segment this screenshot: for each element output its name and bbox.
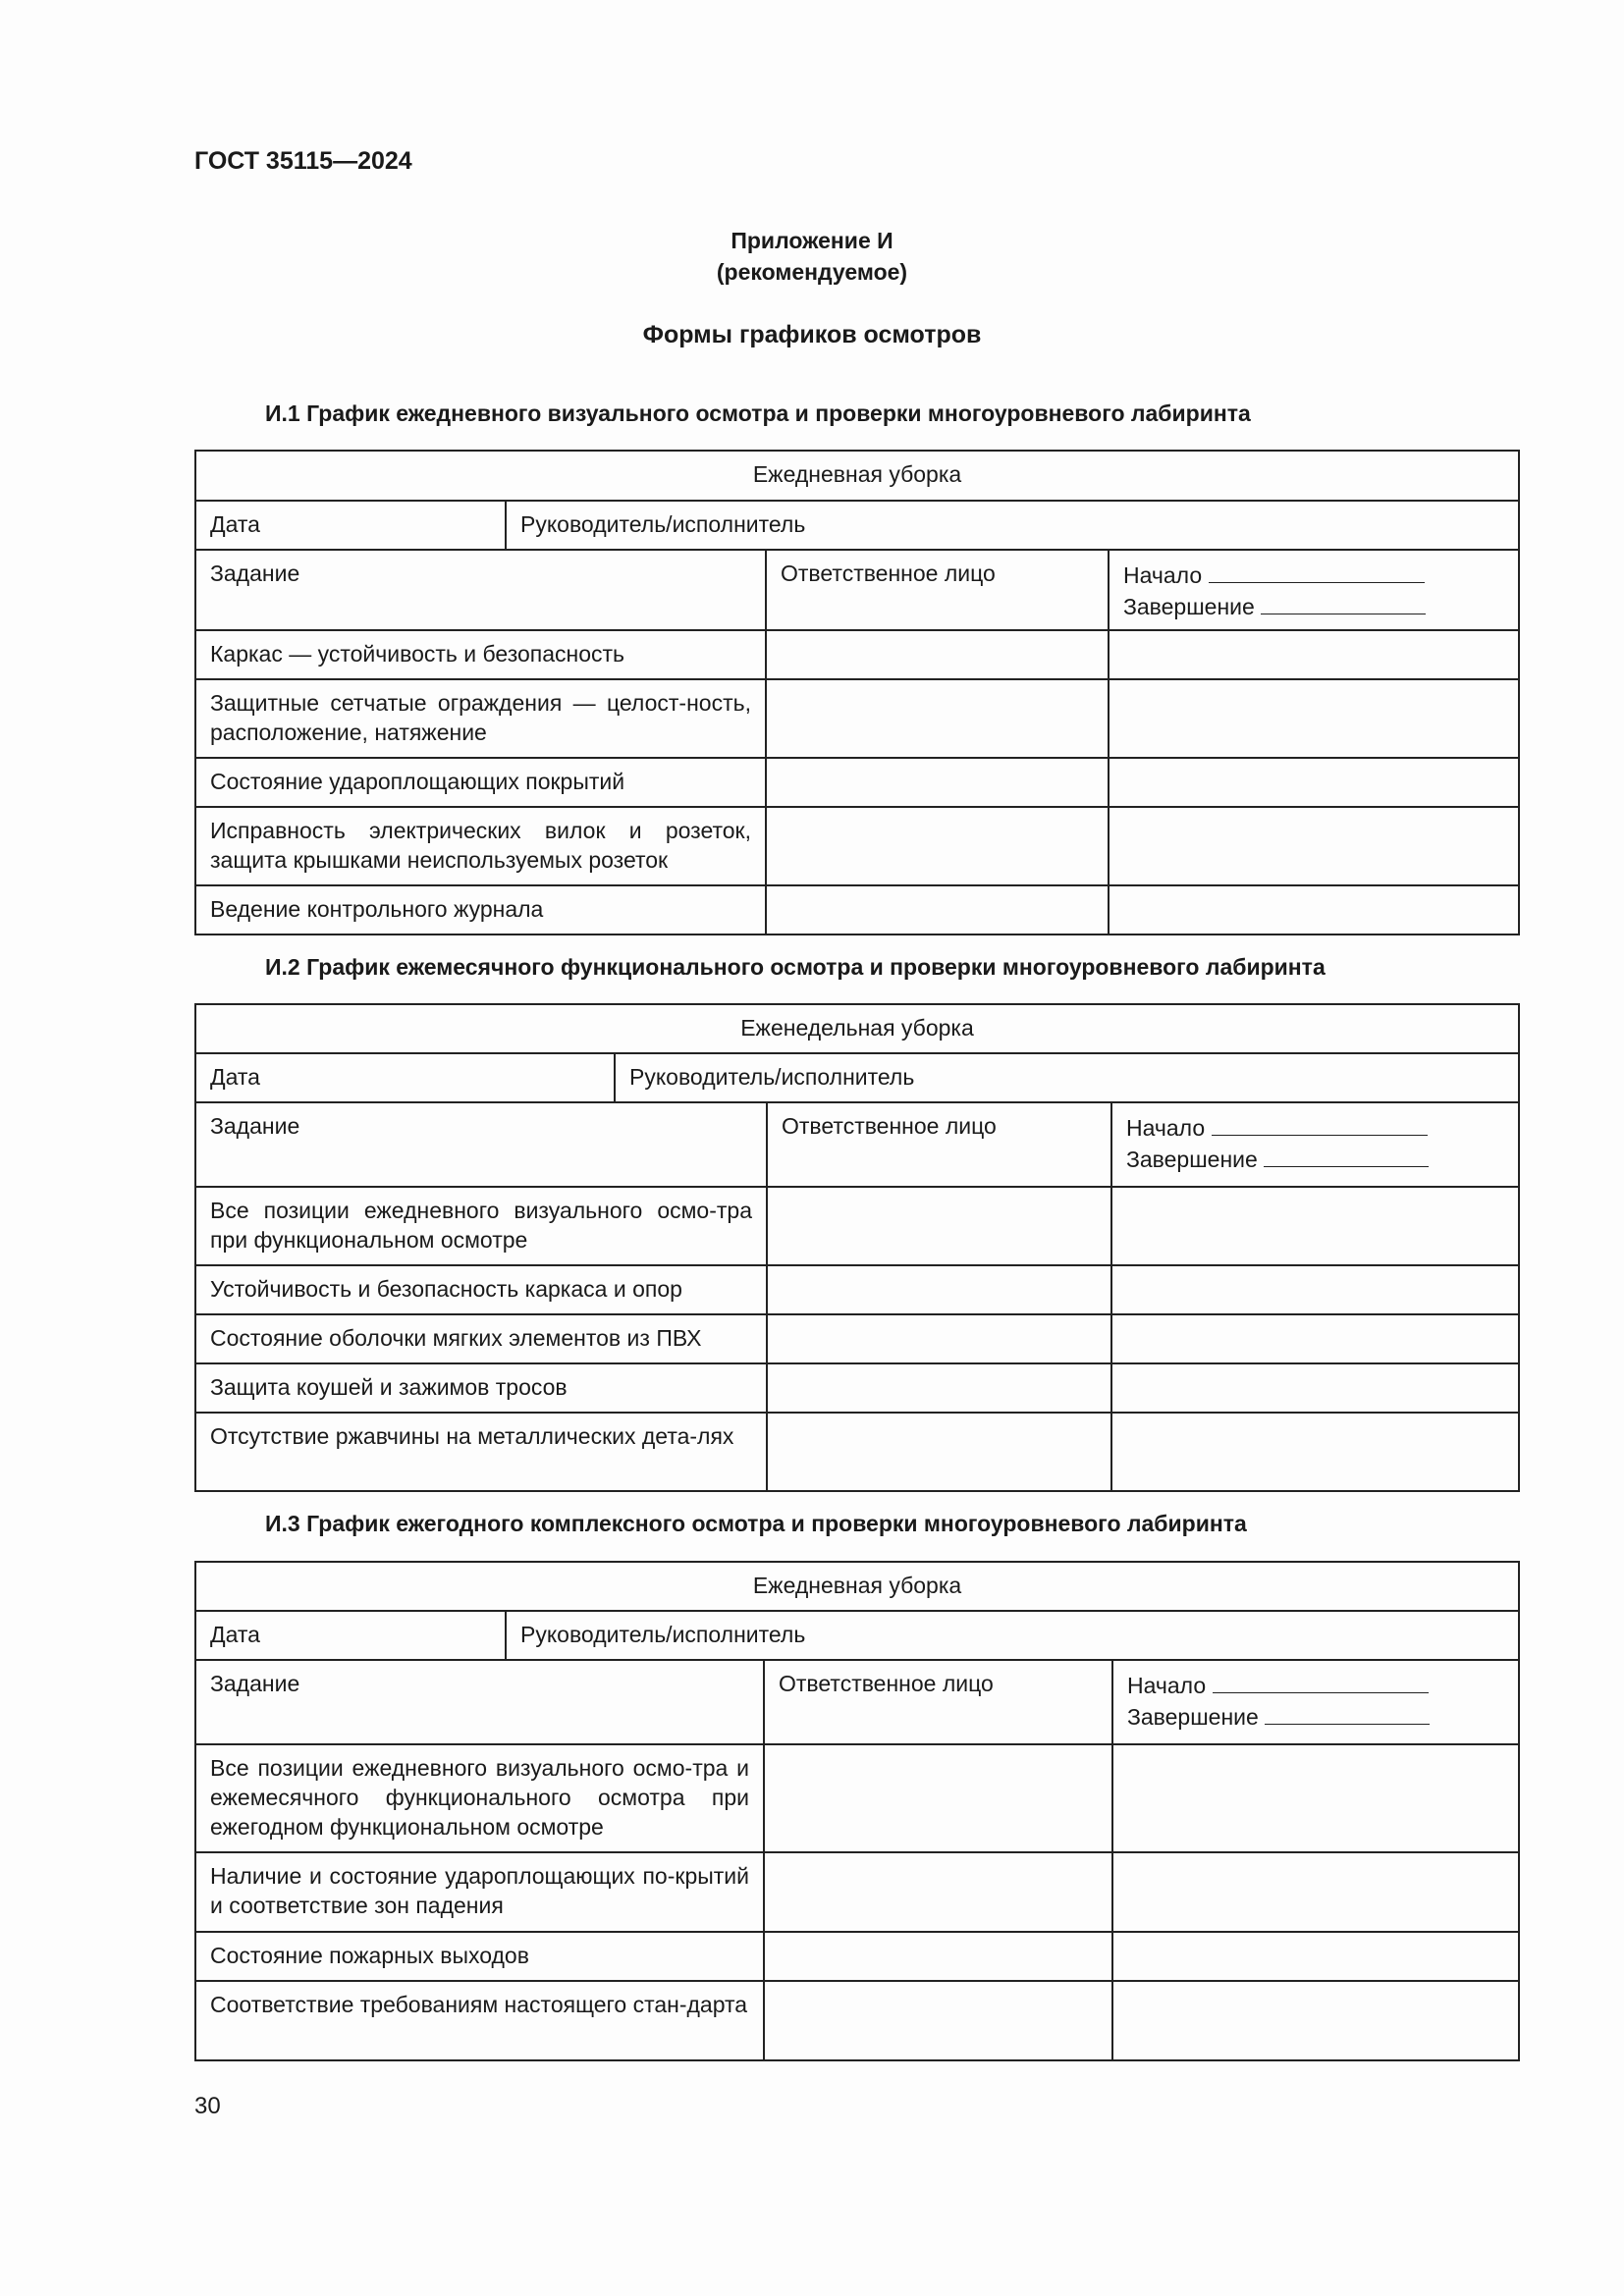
time-cell — [1112, 1981, 1519, 2060]
table-row: Каркас — устойчивость и безопасность — [195, 630, 766, 679]
time-cell — [1111, 1314, 1519, 1363]
responsible-cell — [767, 1187, 1111, 1265]
start-blank — [1213, 1669, 1429, 1693]
table-row: Состояние пожарных выходов — [195, 1932, 764, 1981]
start-end-cell — [1109, 550, 1519, 630]
responsible-cell — [764, 1932, 1112, 1981]
time-cell — [1109, 679, 1519, 758]
responsible-column-header: Ответственное лицо — [767, 1102, 1111, 1187]
start-blank — [1209, 559, 1425, 583]
responsible-cell — [766, 679, 1109, 758]
time-cell — [1109, 758, 1519, 807]
manager-label: Руководитель/исполнитель — [615, 1053, 1519, 1102]
responsible-cell — [766, 758, 1109, 807]
table-row: Ведение контрольного журнала — [195, 885, 766, 934]
table-row: Состояние удароплощающих покрытий — [195, 758, 766, 807]
start-blank — [1212, 1111, 1428, 1136]
section-title-3: И.3 График ежегодного комплексного осмотра и проверки многоуровневого лабиринта — [265, 1511, 1247, 1536]
responsible-cell — [767, 1314, 1111, 1363]
responsible-cell — [767, 1363, 1111, 1413]
time-cell — [1109, 807, 1519, 885]
responsible-cell — [766, 807, 1109, 885]
time-cell — [1109, 630, 1519, 679]
date-label: Дата — [195, 1053, 615, 1102]
inspection-table-2 — [194, 1003, 1520, 1492]
responsible-column-header: Ответственное лицо — [766, 550, 1109, 630]
end-blank — [1261, 590, 1426, 614]
inspection-table-3 — [194, 1561, 1520, 2061]
responsible-cell — [766, 630, 1109, 679]
responsible-cell — [764, 1852, 1112, 1932]
time-cell — [1111, 1413, 1519, 1491]
section-title-2: И.2 График ежемесячного функционального осмотра и проверки многоуровневого лабиринта — [265, 954, 1326, 980]
table-row: Устойчивость и безопасность каркаса и опор — [195, 1265, 767, 1314]
annex-note: (рекомендуемое) — [716, 259, 908, 285]
end-label: Завершение — [1126, 1147, 1258, 1172]
time-cell — [1112, 1744, 1519, 1852]
manager-label: Руководитель/исполнитель — [506, 1611, 1519, 1660]
date-label: Дата — [195, 501, 506, 550]
time-cell — [1111, 1363, 1519, 1413]
table-row: Состояние оболочки мягких элементов из ПВХ — [195, 1314, 767, 1363]
table-row: Соответствие требованиям настоящего стан-дарта — [195, 1981, 764, 2060]
time-cell — [1111, 1187, 1519, 1265]
start-end-cell — [1111, 1102, 1519, 1187]
document-code: ГОСТ 35115—2024 — [194, 147, 412, 175]
annex-title: Приложение И — [731, 228, 893, 253]
table-row: Отсутствие ржавчины на металлических дета-лях — [195, 1413, 767, 1491]
responsible-cell — [764, 1981, 1112, 2060]
section-title-1: И.1 График ежедневного визуального осмотра и проверки многоуровневого лабиринта — [265, 400, 1251, 426]
table-header: Ежедневная уборка — [195, 451, 1519, 501]
time-cell — [1111, 1265, 1519, 1314]
task-column-header: Задание — [195, 1102, 767, 1187]
time-cell — [1112, 1932, 1519, 1981]
time-cell — [1109, 885, 1519, 934]
end-blank — [1264, 1143, 1429, 1167]
table-row: Защита коушей и зажимов тросов — [195, 1363, 767, 1413]
responsible-cell — [766, 885, 1109, 934]
inspection-table-1 — [194, 450, 1520, 935]
table-row: Наличие и состояние удароплощающих по-крытий и соответствие зон падения — [195, 1852, 764, 1932]
responsible-cell — [767, 1413, 1111, 1491]
table-row: Защитные сетчатые ограждения — целост-ность, расположение, натяжение — [195, 679, 766, 758]
task-column-header: Задание — [195, 1660, 764, 1744]
date-label: Дата — [195, 1611, 506, 1660]
end-blank — [1265, 1700, 1430, 1725]
table-header: Еженедельная уборка — [195, 1004, 1519, 1053]
start-label: Начало — [1126, 1115, 1206, 1141]
responsible-column-header: Ответственное лицо — [764, 1660, 1112, 1744]
time-cell — [1112, 1852, 1519, 1932]
annex-heading: Формы графиков осмотров — [642, 321, 982, 348]
task-column-header: Задание — [195, 550, 766, 630]
end-label: Завершение — [1123, 594, 1255, 619]
manager-label: Руководитель/исполнитель — [506, 501, 1519, 550]
start-label: Начало — [1123, 562, 1203, 588]
page-number: 30 — [194, 2093, 221, 2119]
responsible-cell — [767, 1265, 1111, 1314]
responsible-cell — [764, 1744, 1112, 1852]
table-row: Все позиции ежедневного визуального осмо-тра при функциональном осмотре — [195, 1187, 767, 1265]
table-row: Исправность электрических вилок и розеток, защита крышками неиспользуемых розеток — [195, 807, 766, 885]
end-label: Завершение — [1127, 1704, 1259, 1730]
start-end-cell — [1112, 1660, 1519, 1744]
table-row: Все позиции ежедневного визуального осмо-тра и ежемесячного функционального осмотра при ежегодном функциональном осмотре — [195, 1744, 764, 1852]
table-header: Ежедневная уборка — [195, 1562, 1519, 1611]
start-label: Начало — [1127, 1673, 1207, 1698]
